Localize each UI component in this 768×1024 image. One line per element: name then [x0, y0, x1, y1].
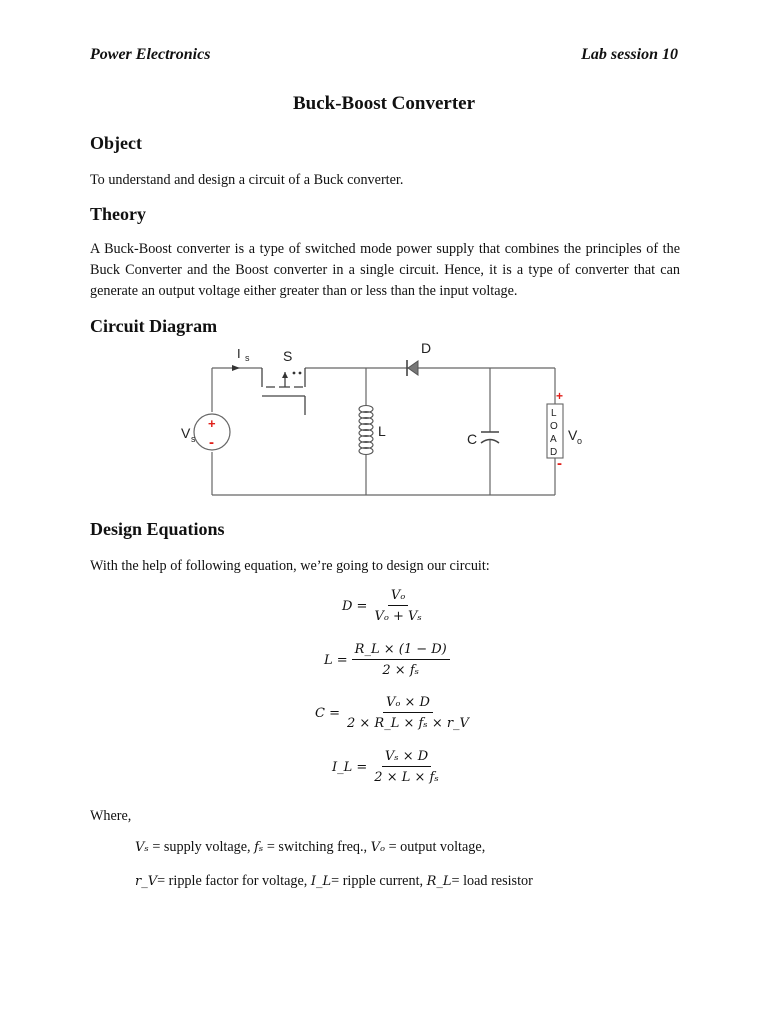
symbol-vs: Vₛ	[135, 840, 149, 855]
circuit-heading: Circuit Diagram	[90, 316, 218, 336]
load-letter-l: L	[551, 408, 557, 419]
page-title: Buck-Boost Converter	[292, 93, 476, 114]
eq-lhs: I_L =	[332, 759, 368, 775]
eq-numerator: Vₛ × D	[382, 749, 431, 767]
eq-denominator: 2 × R_L × fₛ × r_V	[346, 716, 469, 731]
where-label: Where,	[90, 808, 132, 824]
eq-numerator: Vₒ	[388, 588, 408, 606]
label-vs-sub: s	[191, 434, 196, 444]
load-letter-a: A	[550, 434, 557, 445]
label-vo: V	[568, 427, 578, 443]
label-switch: S	[283, 348, 293, 364]
eq-denominator: 2 × fₛ	[382, 663, 420, 678]
desc-vs: = supply voltage,	[148, 839, 255, 855]
symbol-il: I_L	[310, 874, 332, 889]
desc-il: = ripple current,	[331, 873, 427, 889]
eq-denominator: Vₒ + Vₛ	[374, 609, 422, 624]
diode-icon	[407, 360, 418, 376]
load-letter-o: O	[550, 421, 558, 432]
desc-fs: = switching freq.,	[263, 839, 371, 855]
source-minus: -	[209, 434, 214, 451]
desc-rl: = load resistor	[451, 873, 533, 889]
where-line-1	[135, 839, 485, 856]
label-is-sub: s	[245, 353, 250, 363]
label-vo-sub: o	[577, 436, 583, 446]
eq-lhs: L =	[324, 652, 348, 668]
equation-duty-cycle	[342, 588, 425, 624]
symbol-rl: R_L	[426, 874, 452, 889]
eq-denominator: 2 × L × fₛ	[374, 770, 439, 785]
current-arrow-icon	[232, 365, 240, 371]
eq-numerator: Vₒ × D	[383, 695, 433, 713]
label-diode: D	[421, 340, 432, 356]
label-vs: V	[181, 425, 191, 441]
header-course-title: Power Electronics	[90, 46, 211, 63]
symbol-vo: Vₒ	[370, 840, 386, 855]
mosfet-arrow-icon	[282, 372, 288, 378]
equation-ripple-current	[332, 749, 442, 785]
where-line-2	[135, 873, 533, 890]
load-letter-d: D	[550, 447, 558, 458]
symbol-fs: fₛ	[254, 840, 264, 855]
inductor-icon	[359, 406, 373, 455]
eq-lhs: D =	[342, 598, 368, 614]
load-minus: -	[557, 455, 562, 472]
equation-inductance	[324, 642, 450, 678]
equation-capacitance	[315, 695, 472, 731]
design-intro: With the help of following equation, we’re going to design our circuit:	[90, 558, 490, 574]
eq-numerator: R_L × (1 − D)	[352, 642, 450, 660]
label-is: I	[237, 346, 241, 361]
load-plus: +	[556, 389, 564, 403]
desc-vo: = output voltage,	[385, 839, 486, 855]
theory-text: A Buck-Boost converter is a type of switched mode power supply that combines the principles of the Buck Converter and the Boost converter in a single circuit. Hence, it is a type of converter that can generate an output voltage either greater than or less than the input voltage.	[90, 241, 680, 299]
design-heading: Design Equations	[90, 519, 225, 539]
symbol-rv: r_V	[135, 874, 158, 889]
object-text: To understand and design a circuit of a Buck converter.	[90, 172, 404, 188]
desc-rv: = ripple factor for voltage,	[157, 873, 311, 889]
header-lab-session: Lab session 10	[581, 46, 678, 63]
theory-heading: Theory	[90, 204, 146, 224]
source-plus: +	[208, 416, 216, 431]
label-capacitor: C	[467, 431, 478, 447]
eq-lhs: C =	[315, 705, 340, 721]
object-heading: Object	[90, 133, 142, 153]
label-inductor: L	[378, 423, 386, 439]
